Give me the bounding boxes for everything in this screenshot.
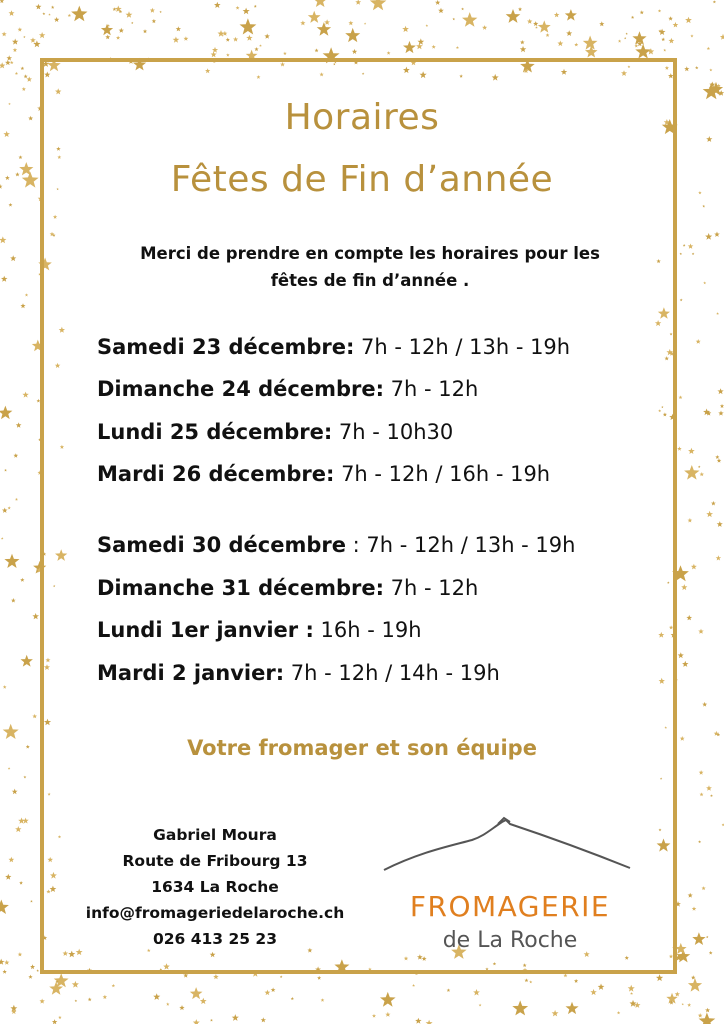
gold-star-icon [529, 980, 532, 983]
gold-star-icon [265, 990, 271, 996]
gold-star-icon [706, 936, 709, 938]
schedule-row [97, 420, 453, 444]
gold-star-icon [680, 253, 683, 255]
schedule-hours: 7h - 12h / 14h - 19h [284, 661, 500, 685]
gold-star-icon [246, 35, 252, 41]
gold-star-icon [370, 0, 387, 10]
gold-star-icon [152, 19, 156, 23]
schedule-day: Mardi 2 janvier: [97, 661, 285, 685]
gold-star-icon [717, 388, 723, 394]
schedule-row [97, 533, 575, 557]
schedule-day: Samedi 30 décembre [97, 533, 346, 557]
gold-star-icon [0, 236, 6, 243]
gold-star-icon [700, 472, 705, 476]
gold-star-icon [1, 276, 8, 282]
schedule-hours: 7h - 12h [384, 576, 479, 600]
gold-star-icon [709, 951, 713, 955]
gold-star-icon [710, 794, 713, 797]
gold-star-icon [698, 840, 701, 843]
gold-star-icon [0, 406, 12, 420]
gold-star-icon [426, 24, 429, 27]
gold-star-icon [380, 992, 396, 1007]
gold-star-icon [462, 12, 477, 27]
gold-star-icon [402, 26, 409, 32]
gold-star-icon [686, 615, 692, 620]
gold-star-icon [688, 978, 702, 992]
contact-email: info@fromageriedelaroche.ch [85, 904, 345, 922]
gold-star-icon [324, 19, 330, 25]
contact-block [60, 822, 370, 952]
schedule-hours: 7h - 12h / 16h - 19h [334, 462, 551, 486]
gold-star-icon [2, 32, 7, 37]
gold-star-icon [403, 41, 416, 53]
gold-star-icon [11, 1009, 16, 1014]
gold-star-icon [30, 964, 35, 969]
gold-star-icon [0, 62, 5, 68]
gold-star-icon [713, 0, 716, 3]
gold-star-icon [707, 47, 710, 50]
schedule-hours: 16h - 19h [313, 618, 422, 642]
gold-star-icon [48, 13, 50, 15]
gold-star-icon [226, 38, 230, 42]
gold-star-icon [52, 1019, 58, 1024]
gold-star-icon [71, 6, 87, 22]
gold-star-icon [677, 446, 682, 450]
gold-star-icon [432, 45, 436, 49]
gold-star-icon [716, 555, 721, 560]
contact-name: Gabriel Moura [153, 826, 277, 844]
gold-star-icon [214, 2, 221, 8]
gold-star-icon [54, 17, 59, 22]
mountain-icon [380, 812, 650, 892]
gold-star-icon [682, 1003, 684, 1005]
gold-star-icon [12, 789, 18, 795]
gold-star-icon [3, 970, 7, 974]
gold-star-icon [628, 985, 635, 992]
gold-star-icon [23, 776, 26, 779]
gold-star-icon [22, 392, 28, 398]
gold-star-icon [717, 458, 722, 462]
gold-star-icon [317, 976, 321, 980]
gold-star-icon [103, 995, 108, 999]
gold-star-icon [4, 960, 9, 965]
gold-star-icon [212, 47, 218, 53]
gold-star-icon [150, 8, 155, 13]
gold-star-icon [9, 203, 13, 207]
gold-star-icon [21, 655, 33, 667]
gold-star-icon [715, 455, 719, 459]
gold-star-icon [10, 61, 14, 64]
gold-star-icon [35, 4, 41, 10]
gold-star-icon [426, 1020, 433, 1024]
intro-text [90, 240, 650, 294]
gold-star-icon [412, 984, 415, 987]
gold-star-icon [11, 598, 16, 603]
gold-star-icon [717, 521, 723, 527]
gold-star-icon [32, 714, 37, 718]
gold-star-icon [630, 1000, 637, 1007]
gold-star-icon [692, 907, 697, 911]
gold-star-icon [574, 43, 578, 47]
gold-star-icon [574, 979, 578, 983]
gold-star-icon [482, 25, 487, 30]
gold-star-icon [703, 281, 706, 284]
gold-star-icon [51, 6, 55, 9]
gold-star-icon [461, 8, 464, 11]
gold-star-icon [520, 46, 527, 52]
gold-star-icon [271, 987, 276, 992]
gold-star-icon [692, 253, 695, 256]
gold-star-icon [24, 74, 28, 78]
gold-star-icon [688, 518, 693, 523]
schedule-row [97, 462, 550, 486]
gold-star-icon [232, 1014, 239, 1021]
schedule-hours: 7h - 12h / 13h - 19h [354, 335, 571, 359]
gold-star-icon [673, 22, 679, 28]
gold-star-icon [5, 874, 11, 880]
gold-star-icon [684, 465, 699, 480]
gold-star-icon [658, 9, 661, 12]
schedule-row [97, 576, 478, 600]
gold-star-icon [105, 35, 110, 40]
gold-star-icon [18, 27, 23, 31]
gold-star-icon [18, 952, 23, 956]
gold-star-icon [112, 984, 116, 987]
gold-star-icon [720, 404, 724, 408]
gold-star-icon [264, 34, 270, 39]
gold-star-icon [685, 17, 692, 23]
gold-star-icon [315, 48, 319, 52]
gold-star-icon [321, 998, 325, 1002]
gold-star-icon [618, 39, 621, 42]
gold-star-icon [352, 49, 357, 54]
gold-star-icon [626, 33, 628, 35]
gold-star-icon [13, 48, 18, 52]
schedule-day: Dimanche 31 décembre: [97, 576, 384, 600]
gold-star-icon [166, 1002, 169, 1005]
schedule-row [97, 618, 422, 642]
gold-star-icon [32, 613, 39, 619]
contact-city: 1634 La Roche [151, 878, 279, 896]
gold-star-icon [535, 26, 538, 29]
gold-star-icon [680, 299, 683, 302]
gold-star-icon [598, 984, 605, 990]
gold-star-icon [213, 974, 219, 979]
gold-star-icon [438, 8, 444, 13]
schedule-row [97, 335, 570, 359]
gold-star-icon [447, 988, 451, 992]
gold-star-icon [300, 20, 305, 25]
gold-star-icon [16, 422, 22, 427]
gold-star-icon [211, 51, 217, 57]
gold-star-icon [669, 38, 675, 44]
gold-star-icon [159, 11, 161, 13]
gold-star-icon [126, 11, 133, 17]
gold-star-icon [280, 975, 283, 978]
schedule-day: Lundi 1er janvier : [97, 618, 314, 642]
gold-star-icon [28, 975, 32, 979]
gold-star-icon [718, 411, 723, 416]
gold-star-icon [659, 29, 666, 35]
gold-star-icon [210, 1019, 213, 1022]
gold-star-icon [554, 12, 560, 17]
gold-star-icon [23, 36, 25, 38]
gold-star-icon [698, 629, 704, 634]
gold-star-icon [635, 44, 639, 48]
gold-star-icon [113, 7, 117, 11]
gold-star-icon [4, 469, 7, 472]
gold-star-icon [599, 21, 604, 26]
gold-star-icon [179, 1005, 184, 1010]
gold-star-icon [19, 881, 23, 885]
gold-star-icon [640, 10, 644, 14]
gold-star-icon [518, 7, 522, 11]
gold-star-icon [698, 466, 701, 469]
gold-star-icon [557, 41, 563, 47]
schedule-row [97, 377, 478, 401]
gold-star-icon [22, 87, 26, 91]
gold-star-icon [101, 24, 113, 36]
gold-star-icon [240, 18, 257, 34]
gold-star-icon [566, 30, 572, 36]
gold-star-icon [702, 702, 707, 707]
gold-star-icon [687, 1003, 691, 1007]
gold-star-icon [348, 21, 353, 26]
gold-star-icon [546, 33, 550, 37]
gold-star-icon [705, 233, 712, 240]
gold-star-icon [283, 52, 287, 55]
gold-star-icon [355, 0, 361, 5]
gold-star-icon [663, 49, 666, 52]
gold-star-icon [243, 8, 250, 15]
gold-star-icon [317, 22, 331, 36]
gold-star-icon [479, 1004, 482, 1007]
gold-star-icon [415, 1018, 421, 1024]
gold-star-icon [0, 0, 4, 3]
gold-star-icon [456, 46, 459, 49]
schedule-day: Samedi 23 décembre: [97, 335, 355, 359]
gold-star-icon [254, 47, 258, 51]
gold-star-icon [688, 448, 695, 454]
gold-star-icon [193, 1019, 200, 1024]
gold-star-icon [706, 511, 713, 517]
gold-star-icon [635, 44, 651, 59]
gold-star-icon [364, 22, 366, 24]
contact-phone: 026 413 25 23 [152, 930, 278, 948]
gold-star-icon [21, 67, 25, 71]
gold-star-icon [698, 1013, 703, 1018]
contact-street: Route de Fribourg 13 [122, 852, 308, 870]
gold-star-icon [435, 0, 440, 5]
gold-star-icon [7, 55, 13, 60]
gold-star-icon [4, 554, 19, 568]
gold-star-icon [12, 39, 18, 45]
signoff: Votre fromager et son équipe [187, 736, 537, 760]
gold-star-icon [624, 37, 626, 39]
gold-star-icon [20, 578, 24, 582]
gold-star-icon [690, 34, 693, 37]
gold-star-icon [705, 1008, 710, 1013]
gold-star-icon [88, 998, 92, 1002]
gold-star-icon [538, 20, 551, 32]
gold-star-icon [27, 77, 33, 82]
gold-star-icon [25, 293, 28, 296]
gold-star-icon [702, 886, 706, 890]
gold-star-icon [254, 5, 257, 8]
gold-star-icon [675, 992, 680, 997]
gold-star-icon [176, 26, 181, 31]
gold-star-icon [18, 818, 25, 824]
schedule-hours: 7h - 12h [384, 377, 479, 401]
gold-star-icon [8, 767, 11, 770]
intro-line-1: Merci de prendre en compte les horaires pour les [140, 244, 600, 263]
gold-star-icon [372, 1014, 376, 1018]
gold-star-icon [40, 999, 45, 1004]
gold-star-icon [679, 395, 683, 399]
gold-star-icon [222, 31, 227, 36]
schedule-day: Mardi 26 décembre: [97, 462, 335, 486]
gold-star-icon [20, 303, 25, 308]
gold-star-icon [30, 37, 36, 42]
schedule-day: Dimanche 24 décembre: [97, 377, 384, 401]
gold-star-icon [184, 36, 189, 41]
gold-star-icon [2, 508, 8, 513]
gold-star-icon [313, 0, 327, 7]
gold-star-icon [696, 339, 701, 344]
gold-star-icon [39, 32, 46, 38]
logo-subtitle: de La Roche [442, 928, 578, 953]
gold-star-icon [711, 501, 716, 506]
gold-star-icon [716, 312, 719, 315]
gold-star-icon [656, 974, 663, 981]
gold-star-icon [15, 72, 18, 75]
gold-star-icon [385, 1012, 390, 1017]
fromagerie-logo [380, 812, 650, 962]
gold-star-icon [119, 28, 124, 33]
gold-star-icon [173, 37, 180, 43]
gold-star-icon [200, 998, 207, 1004]
gold-star-icon [9, 857, 15, 863]
title-line-1: Horaires [284, 97, 440, 138]
gold-star-icon [308, 11, 321, 23]
gold-star-icon [590, 989, 597, 995]
gold-star-icon [681, 584, 687, 590]
gold-star-icon [42, 12, 45, 15]
gold-star-icon [233, 37, 238, 42]
gold-star-icon [683, 244, 686, 247]
gold-star-icon [512, 1000, 528, 1015]
intro-line-2: fêtes de fin d’année . [270, 271, 470, 290]
gold-star-icon [3, 685, 7, 689]
gold-star-icon [387, 51, 391, 55]
gold-star-icon [261, 1017, 266, 1022]
gold-star-icon [9, 10, 15, 16]
gold-star-icon [583, 36, 598, 50]
gold-star-icon [688, 893, 693, 898]
gold-star-icon [684, 66, 689, 71]
gold-star-icon [700, 792, 704, 796]
gold-star-icon [143, 29, 147, 33]
gold-star-icon [291, 997, 294, 1000]
gold-star-icon [13, 453, 18, 458]
gold-star-icon [259, 44, 262, 47]
gold-star-icon [190, 987, 203, 999]
gold-star-icon [452, 18, 455, 21]
gold-star-icon [36, 969, 39, 972]
gold-star-icon [552, 1010, 559, 1017]
schedule-row [97, 661, 500, 685]
gold-star-icon [630, 992, 633, 995]
gold-star-icon [695, 66, 698, 69]
gold-star-icon [688, 244, 694, 249]
gold-star-icon [714, 232, 720, 237]
gold-star-icon [10, 255, 16, 261]
gold-star-icon [5, 60, 11, 65]
gold-star-icon [30, 900, 33, 903]
gold-star-icon [678, 652, 684, 658]
schedule-hours: 7h - 10h30 [332, 420, 454, 444]
schedule-hours: : 7h - 12h / 13h - 19h [345, 533, 576, 557]
gold-star-icon [527, 19, 532, 24]
gold-star-icon [473, 989, 480, 996]
gold-star-icon [58, 1016, 61, 1019]
gold-star-icon [525, 978, 529, 982]
gold-star-icon [0, 900, 9, 915]
gold-star-icon [236, 6, 240, 10]
gold-star-icon [8, 506, 11, 509]
gold-star-icon [720, 34, 724, 40]
title-line-2: Fêtes de Fin d’année [170, 159, 554, 200]
gold-star-icon [702, 205, 705, 208]
gold-star-icon [116, 36, 120, 40]
gold-star-icon [706, 785, 712, 791]
gold-star-icon [15, 826, 21, 832]
gold-star-icon [566, 1002, 579, 1014]
gold-star-icon [33, 40, 40, 47]
gold-star-icon [131, 22, 133, 24]
gold-star-icon [0, 959, 5, 965]
gold-star-icon [709, 68, 712, 71]
gold-star-icon [72, 981, 79, 988]
gold-star-icon [533, 21, 538, 26]
gold-star-icon [617, 1011, 620, 1014]
gold-star-icon [153, 993, 160, 1000]
gold-star-icon [692, 932, 705, 945]
gold-star-icon [668, 16, 673, 20]
gold-star-icon [661, 38, 665, 42]
gold-star-icon [418, 38, 425, 44]
gold-star-icon [682, 661, 688, 667]
gold-star-icon [1, 537, 4, 539]
gold-star-icon [631, 16, 634, 19]
gold-star-icon [520, 40, 525, 44]
logo-name: FROMAGERIE [409, 890, 611, 923]
schedule-day: Lundi 25 décembre: [97, 420, 333, 444]
gold-star-icon [68, 14, 72, 17]
gold-star-icon [691, 564, 697, 570]
gold-star-icon [345, 28, 360, 42]
gold-star-icon [226, 53, 230, 56]
gold-star-icon [506, 9, 521, 23]
gold-star-icon [565, 9, 577, 21]
gold-star-icon [699, 1013, 716, 1024]
gold-star-icon [75, 1000, 78, 1003]
gold-star-icon [15, 498, 18, 501]
gold-star-icon [699, 770, 704, 775]
